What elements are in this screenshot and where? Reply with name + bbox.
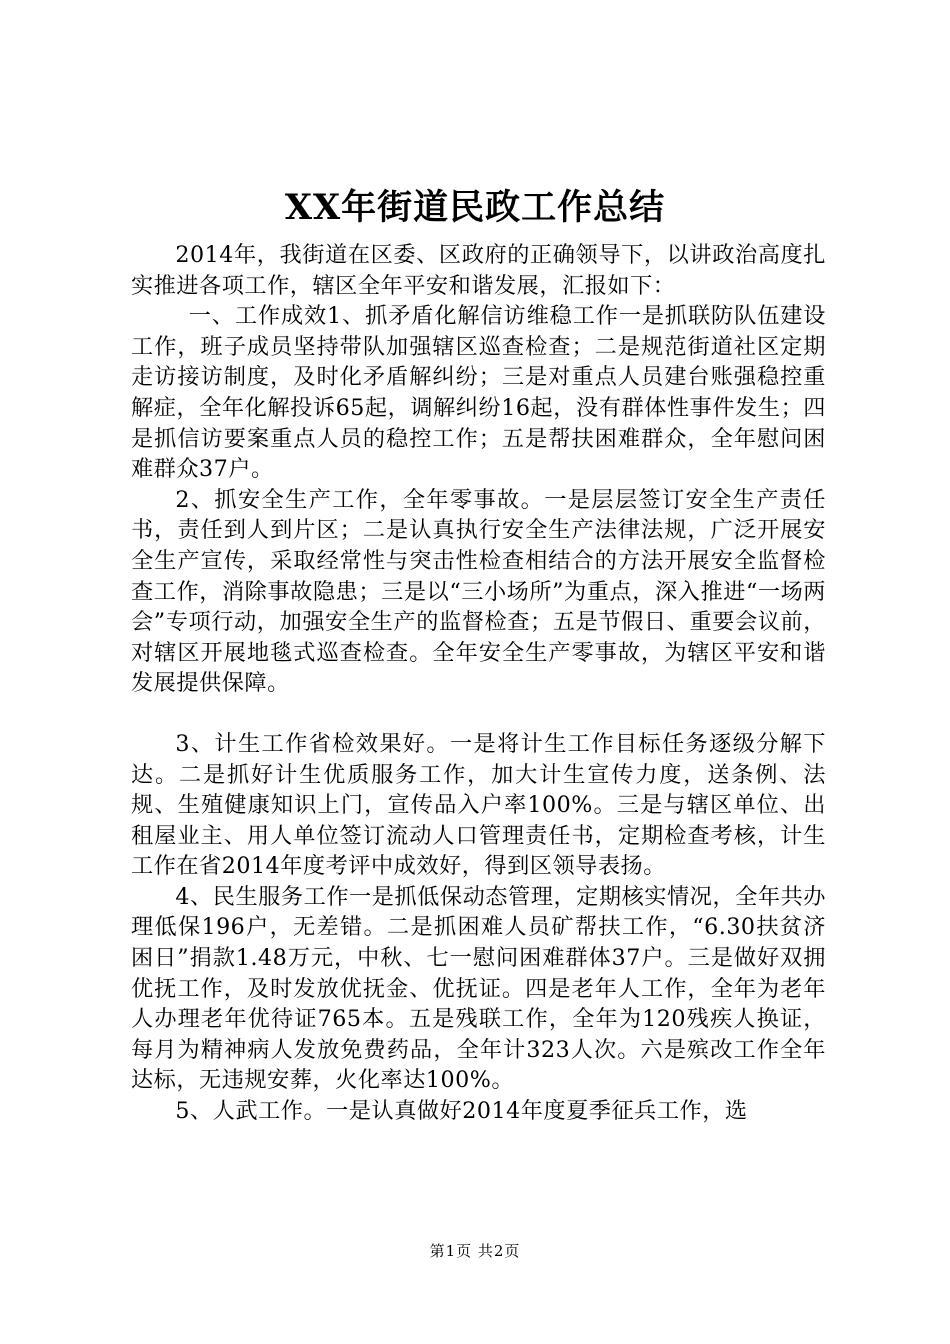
document-title: XX年街道民政工作总结 <box>284 187 666 228</box>
paragraph-section-1: 一、工作成效1、抓矛盾化解信访维稳工作一是抓联防队伍建设工作，班子成员坚持带队加强辖区巡查检查；二是规范街道社区定期走访接访制度，及时化矛盾解纠纷；三是对重点人员建台账强稳控重解症，全年化解投诉65起，调解纠纷16起，没有群体性事件发生；四是抓信访要案重点人员的稳控工作；五是帮扶困难群众，全年慰问困难群众37户。 <box>131 303 826 483</box>
paragraph-spacer <box>131 699 826 729</box>
paragraph-section-4: 4、民生服务工作一是抓低保动态管理，定期核实情况，全年共办理低保196户，无差错。二是抓困难人员矿帮扶工作，“6.30扶贫济困日”捐款1.48万元，中秋、七一慰问困难群体37户。三是做好双拥优抚工作，及时发放优抚金、优抚证。四是老年人工作，全年为老年人办理老年优待证765本。五是残联工作，全年为120残疾人换证，每月为精神病人发放免费药品，全年计323人次。六是殡改工作全年达标，无违规安葬，火化率达100%。 <box>131 883 826 1094</box>
paragraph-section-3: 3、计生工作省检效果好。一是将计生工作目标任务逐级分解下达。二是抓好计生优质服务工作，加大计生宣传力度，送条例、法规、生殖健康知识上门，宣传品入户率100%。三是与辖区单位、出租屋业主、用人单位签订流动人口管理责任书，定期检查考核，计生工作在省2014年度考评中成效好，得到区领导表扬。 <box>131 730 826 880</box>
paragraph-intro: 2014年，我街道在区委、区政府的正确领导下，以讲政治高度扎实推进各项工作，辖区全年平安和谐发展，汇报如下： <box>131 242 826 299</box>
paragraph-section-2: 2、抓安全生产工作，全年零事故。一是层层签订安全生产责任书，责任到人到片区；二是认真执行安全生产法律法规，广泛开展安全生产宣传，采取经常性与突击性检查相结合的方法开展安全监督检查工作，消除事故隐患；三是以“三小场所”为重点，深入推进“一场两会”专项行动，加强安全生产的监督检查；五是节假日、重要会议前，对辖区开展地毯式巡查检查。全年安全生产零事故，为辖区平安和谐发展提供保障。 <box>131 486 826 697</box>
paragraph-section-5: 5、人武工作。一是认真做好2014年度夏季征兵工作，选 <box>175 1098 748 1125</box>
document-body <box>131 240 826 1127</box>
page-footer: 第1页 共2页 <box>429 1242 521 1260</box>
